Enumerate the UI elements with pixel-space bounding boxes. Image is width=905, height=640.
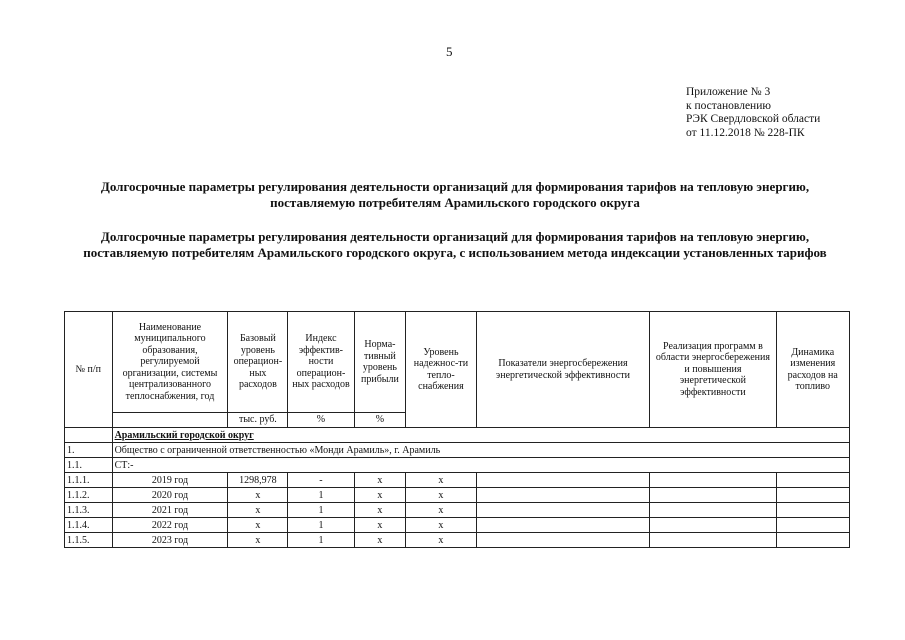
row-energy xyxy=(476,518,650,533)
row-num: 1.1.2. xyxy=(65,488,113,503)
header-num: № п/п xyxy=(65,312,113,428)
units-norm: % xyxy=(354,413,406,428)
district-row xyxy=(65,428,850,443)
row-base: х xyxy=(228,488,288,503)
row-base: х xyxy=(228,503,288,518)
row-programs xyxy=(650,503,776,518)
row-energy xyxy=(476,473,650,488)
system-num: 1.1. xyxy=(65,458,113,473)
system-row xyxy=(65,458,850,473)
row-norm: х xyxy=(354,473,406,488)
row-base: 1298,978 xyxy=(228,473,288,488)
row-programs xyxy=(650,473,776,488)
header-reliability: Уровень надежнос-ти тепло-снабжения xyxy=(406,312,476,428)
appendix-line-4: от 11.12.2018 № 228-ПК xyxy=(686,126,805,139)
table-row xyxy=(65,533,850,548)
header-norm: Норма-тивный уровень прибыли xyxy=(354,312,406,413)
row-base: х xyxy=(228,533,288,548)
row-year: 2020 год xyxy=(112,488,228,503)
appendix-line-1: Приложение № 3 xyxy=(686,86,771,98)
row-dynamics xyxy=(776,518,849,533)
row-reliability: х xyxy=(406,533,476,548)
units-base: тыс. руб. xyxy=(228,413,288,428)
table-row xyxy=(65,503,850,518)
page-number: 5 xyxy=(446,44,453,59)
table-row xyxy=(65,518,850,533)
row-year: 2021 год xyxy=(112,503,228,518)
units-index: % xyxy=(288,413,354,428)
row-year: 2023 год xyxy=(112,533,228,548)
table-row xyxy=(65,473,850,488)
table-row xyxy=(65,488,850,503)
row-dynamics xyxy=(776,503,849,518)
row-programs xyxy=(650,488,776,503)
table-header-row xyxy=(65,312,850,413)
system-name: СТ:- xyxy=(112,458,849,473)
document-subtitle: Долгосрочные параметры регулирования деятельности организаций для формирования тарифов на тепловую энергию, поставляемую потребителям Арамильского городского округа, с использованием метода индексации установленных тарифов xyxy=(83,229,827,260)
row-programs xyxy=(650,533,776,548)
row-norm: х xyxy=(354,488,406,503)
row-dynamics xyxy=(776,473,849,488)
row-norm: х xyxy=(354,518,406,533)
row-num: 1.1.5. xyxy=(65,533,113,548)
row-index: 1 xyxy=(288,518,354,533)
organization-num: 1. xyxy=(65,443,113,458)
row-reliability: х xyxy=(406,503,476,518)
appendix-line-3: РЭК Свердловской области xyxy=(686,113,821,125)
header-programs: Реализация программ в области энергосбережения и повышения энергетической эффективности xyxy=(650,312,776,428)
row-dynamics xyxy=(776,488,849,503)
appendix-line-2: к постановлению xyxy=(686,99,771,112)
row-reliability: х xyxy=(406,473,476,488)
header-base: Базовый уровень операцион-ных расходов xyxy=(228,312,288,413)
row-energy xyxy=(476,533,650,548)
organization-name: Общество с ограниченной ответственностью «Монди Арамиль», г. Арамиль xyxy=(112,443,849,458)
row-index: 1 xyxy=(288,503,354,518)
row-reliability: х xyxy=(406,488,476,503)
header-name: Наименование муниципального образования, регулируемой организации, системы централизованного теплоснабжения, год xyxy=(112,312,228,413)
row-reliability: х xyxy=(406,518,476,533)
document-title: Долгосрочные параметры регулирования деятельности организаций для формирования тарифов на тепловую энергию, поставляемую потребителям Арамильского городского округа xyxy=(100,179,810,210)
row-energy xyxy=(476,503,650,518)
row-norm: х xyxy=(354,533,406,548)
row-num: 1.1.4. xyxy=(65,518,113,533)
row-base: х xyxy=(228,518,288,533)
appendix-block xyxy=(686,86,820,140)
row-energy xyxy=(476,488,650,503)
row-dynamics xyxy=(776,533,849,548)
row-programs xyxy=(650,518,776,533)
row-norm: х xyxy=(354,503,406,518)
header-index: Индекс эффектив-ности операцион-ных расходов xyxy=(288,312,354,413)
row-num: 1.1.3. xyxy=(65,503,113,518)
header-energy: Показатели энергосбережения энергетической эффективности xyxy=(476,312,650,428)
row-year: 2022 год xyxy=(112,518,228,533)
row-year: 2019 год xyxy=(112,473,228,488)
district-name: Арамильский городской округ xyxy=(112,428,849,443)
header-dynamics: Динамика изменения расходов на топливо xyxy=(776,312,849,428)
units-name xyxy=(112,413,228,428)
row-index: 1 xyxy=(288,533,354,548)
organization-row xyxy=(65,443,850,458)
row-num: 1.1.1. xyxy=(65,473,113,488)
row-index: 1 xyxy=(288,488,354,503)
tariff-parameters-table xyxy=(64,311,850,548)
row-index: - xyxy=(288,473,354,488)
